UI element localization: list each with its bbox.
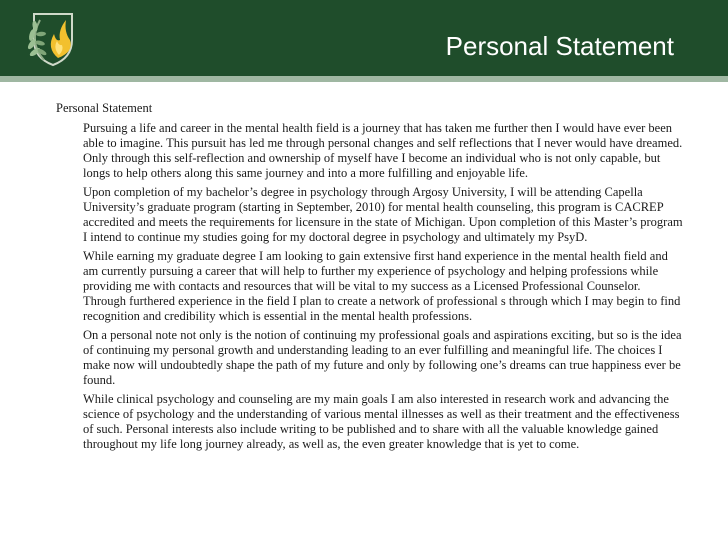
laurel-flame-shield-logo-icon xyxy=(22,8,84,68)
header-divider xyxy=(0,76,728,82)
paragraph: While earning my graduate degree I am looking to gain extensive first hand experience in the mental health field and am currently pursuing a career that will help to further my experience of psychology and helping professions while providing me with contacts and resources that will be vital to my success as a Licensed Professional Counselor. Through furthered experience in the field I plan to create a network of professional s through which I may begin to find recognition and credibility which is essential in the mental health professions. xyxy=(83,248,681,324)
statement-body xyxy=(83,121,685,455)
paragraph: On a personal note not only is the notion of continuing my professional goals and aspirations exciting, but so is the idea of continuing my personal growth and understanding leading to an ever fulfilling and meaningful life. The choices I make now will undoubtedly shape the path of my future and only by following one’s dreams can true happiness ever be found. xyxy=(83,327,682,387)
paragraph: Pursuing a life and career in the mental health field is a journey that has taken me further then I would have ever been able to imagine. This pursuit has led me through personal changes and self reflections that I never would have dreamed. Only through this self-reflection and ownership of myself have I become an individual who is not only capable, but longs to help others along this same journey and into a more fulfilling and enjoyable life. xyxy=(83,121,683,181)
section-heading: Personal Statement xyxy=(56,101,153,115)
slide-title: Personal Statement xyxy=(445,31,674,61)
paragraph: While clinical psychology and counseling are my main goals I am also interested in research work and advancing the science of psychology and the understanding of various mental illnesses as well as their treatment and the effectiveness of such. Personal interests also include writing to be published and to share with all the valuable knowledge gained throughout my life long journey already, as well as, the even greater knowledge that is yet to come. xyxy=(83,391,680,451)
slide-header xyxy=(0,0,728,76)
paragraph: Upon completion of my bachelor’s degree in psychology through Argosy University, I will be attending Capella University’s graduate program (starting in September, 2010) for mental health counseling, this program is CACREP accredited and meets the requirements for licensure in the state of Michigan. Upon completion of this Master’s program I intend to continue my studies going for my doctoral degree in psychology and ultimately my PsyD. xyxy=(83,184,683,245)
